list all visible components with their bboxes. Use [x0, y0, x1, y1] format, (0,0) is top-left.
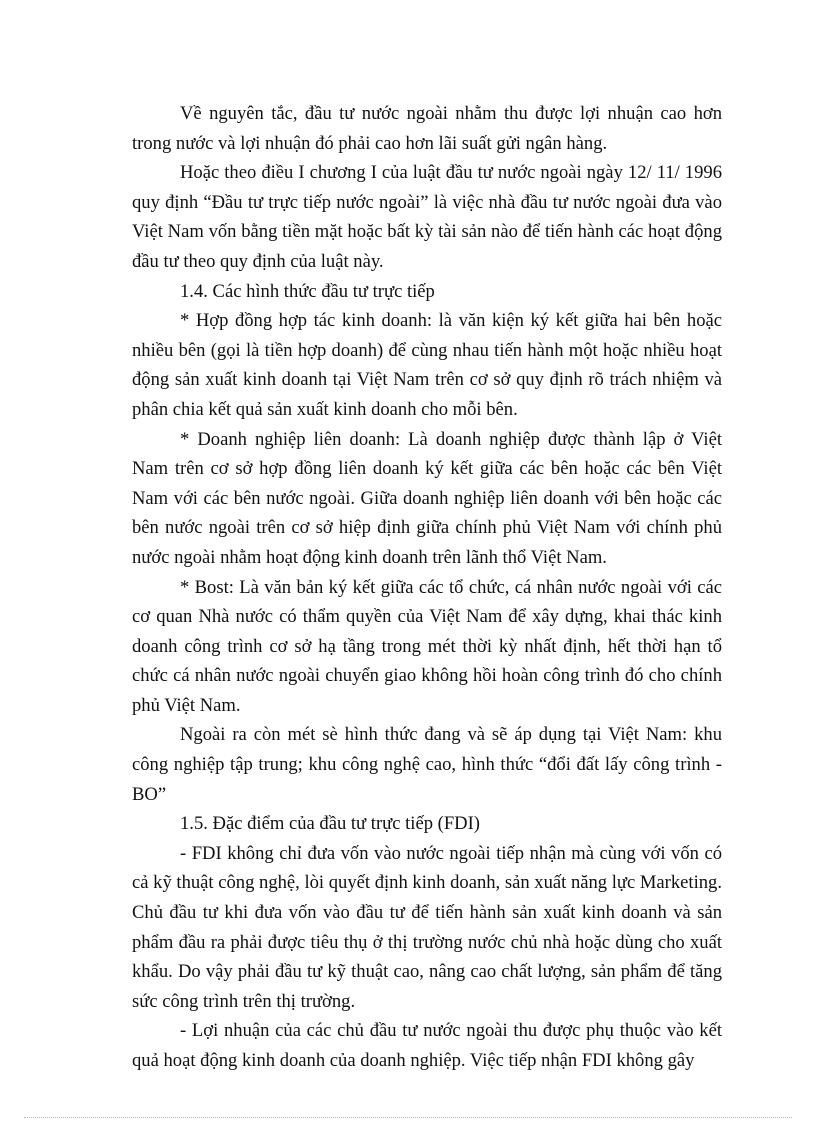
paragraph: * Doanh nghiệp liên doanh: Là doanh nghiệp được thành lập ở Việt Nam trên cơ sở hợp đồng liên doanh ký kết giữa các bên hoặc các bên Việt Nam với các bên nước ngoài. Giữa doanh nghiệp liên doanh với bên hoặc các bên nước ngoài trên cơ sở hiệp định giữa chính phủ Việt Nam với chính phủ nước ngoài nhằm hoạt động kinh doanh trên lãnh thổ Việt Nam. [132, 428, 722, 568]
section-heading: 1.5. Đặc điểm của đầu tư trực tiếp (FDI) [180, 813, 480, 835]
section-heading: 1.4. Các hình thức đầu tư trực tiếp [180, 280, 435, 302]
page-bottom-divider [24, 1117, 792, 1118]
paragraph: Về nguyên tắc, đầu tư nước ngoài nhằm thu được lợi nhuận cao hơn trong nước và lợi nhuận đó phải cao hơn lãi suất gửi ngân hàng. [132, 103, 722, 154]
paragraph: Ngoài ra còn mét sè hình thức đang và sẽ áp dụng tại Việt Nam: khu công nghiệp tập trung; khu công nghệ cao, hình thức “đổi đất lấy công trình - BO” [132, 724, 722, 805]
paragraph: - Lợi nhuận của các chủ đầu tư nước ngoài thu được phụ thuộc vào kết quả hoạt động kinh doanh của doanh nghiệp. Việc tiếp nhận FDI không gây [132, 1020, 722, 1071]
paragraph: * Bost: Là văn bản ký kết giữa các tổ chức, cá nhân nước ngoài với các cơ quan Nhà nước có thẩm quyền của Việt Nam để xây dựng, khai thác kinh doanh công trình cơ sở hạ tầng trong mét thời kỳ nhất định, hết thời hạn tổ chức cá nhân nước ngoài chuyển giao không hồi hoàn công trình đó cho chính phủ Việt Nam. [132, 576, 722, 716]
body-text [132, 99, 722, 1076]
paragraph: Hoặc theo điều I chương I của luật đầu tư nước ngoài ngày 12/ 11/ 1996 quy định “Đầu tư trực tiếp nước ngoài” là việc nhà đầu tư nước ngoài đưa vào Việt Nam vốn bằng tiền mặt hoặc bất kỳ tài sản nào để tiến hành các hoạt động đầu tư theo quy định của luật này. [132, 162, 722, 272]
paragraph: - FDI không chỉ đưa vốn vào nước ngoài tiếp nhận mà cùng với vốn có cả kỹ thuật công nghệ, lòi quyết định kinh doanh, sản xuất năng lực Marketing. Chủ đầu tư khi đưa vốn vào đầu tư để tiến hành sản xuất kinh doanh và sản phẩm đầu ra phải được tiêu thụ ở thị trường nước chủ nhà hoặc dùng cho xuất khẩu. Do vậy phải đầu tư kỹ thuật cao, nâng cao chất lượng, sản phẩm để tăng sức công trình trên thị trường. [132, 842, 722, 1012]
paragraph: * Hợp đồng hợp tác kinh doanh: là văn kiện ký kết giữa hai bên hoặc nhiều bên (gọi là tiền hợp doanh) để cùng nhau tiến hành một hoặc nhiều hoạt động sản xuất kinh doanh tại Việt Nam trên cơ sở quy định rõ trách nhiệm và phân chia kết quả sản xuất kinh doanh cho mỗi bên. [132, 310, 722, 420]
